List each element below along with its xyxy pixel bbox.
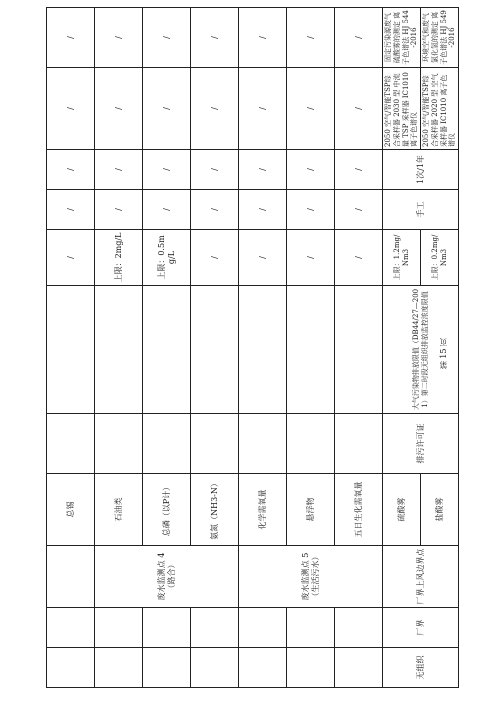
freq-cell: 1次/1年 — [383, 150, 459, 190]
equipment-cell: 2050 空气/智能TSP综合采样器 2020 型 空气采样器 IC1010 离子色谱仪 — [421, 68, 459, 150]
item-cell: 总锡 — [47, 474, 95, 546]
method-type-cell: / — [143, 190, 191, 230]
limit-cell: 上限：0.2mg/Nm3 — [421, 230, 459, 286]
method-type-cell: / — [95, 190, 143, 230]
limit-cell: 上限：0.5mg/L — [143, 230, 191, 286]
freq-cell: / — [287, 150, 335, 190]
category-cell: 无组织 — [383, 648, 459, 688]
monitoring-table — [46, 7, 459, 688]
method-cell: / — [239, 8, 287, 68]
item-cell: 悬浮物 — [287, 474, 335, 546]
method-type-cell: / — [47, 190, 95, 230]
limit-cell: 上限：2mg/L — [95, 230, 143, 286]
item-cell: 氨氮（NH3-N） — [191, 474, 239, 546]
point-cell: 废水监测点 4（路合） — [95, 546, 239, 608]
point-cell: 厂界上风边界点 — [383, 546, 459, 608]
sub-cell: 厂界 — [383, 608, 459, 648]
method-cell: / — [95, 8, 143, 68]
equipment-cell: 2050 空气/智能TSP综合采样器 2030 型 中流量 TSP 采样器 IC1010 离子色谱仪 — [383, 68, 421, 150]
limit-cell: / — [287, 230, 335, 286]
limit-cell: / — [191, 230, 239, 286]
limit-cell: / — [47, 230, 95, 286]
item-cell: 化学需氧量 — [239, 474, 287, 546]
method-cell: / — [287, 8, 335, 68]
method-cell: 环境空气和废气 氯化氢的测定 离子色谱法 HJ 549-2016 — [421, 8, 459, 68]
freq-cell: / — [239, 150, 287, 190]
item-cell: 五日生化需氧量 — [335, 474, 383, 546]
freq-cell: / — [143, 150, 191, 190]
equipment-cell: / — [287, 68, 335, 150]
limit-cell: / — [239, 230, 287, 286]
method-type-cell: / — [191, 190, 239, 230]
method-cell: / — [47, 8, 95, 68]
standard-cell: 大气污染物排放限值（DB44/27—2001）第二时段无组织排放监控浓度限值 — [383, 286, 459, 414]
method-type-cell: / — [239, 190, 287, 230]
item-cell: 硫酸雾 — [383, 474, 421, 546]
method-cell: / — [335, 8, 383, 68]
item-cell: 总磷（以P计） — [143, 474, 191, 546]
freq-cell: / — [335, 150, 383, 190]
equipment-cell: / — [335, 68, 383, 150]
method-cell: / — [191, 8, 239, 68]
page-number: 第 15 页 — [439, 338, 448, 370]
equipment-cell: / — [95, 68, 143, 150]
basis-cell: 排污许可证 — [383, 414, 459, 474]
method-type-cell: 手工 — [383, 190, 459, 230]
table-row — [383, 8, 421, 688]
item-cell: 石油类 — [95, 474, 143, 546]
table-row — [47, 8, 95, 688]
equipment-cell: / — [47, 68, 95, 150]
freq-cell: / — [191, 150, 239, 190]
method-type-cell: / — [287, 190, 335, 230]
item-cell: 盐酸雾 — [421, 474, 459, 546]
method-cell: / — [143, 8, 191, 68]
equipment-cell: / — [239, 68, 287, 150]
freq-cell: / — [47, 150, 95, 190]
equipment-cell: / — [191, 68, 239, 150]
freq-cell: / — [95, 150, 143, 190]
limit-cell: / — [335, 230, 383, 286]
table-row — [95, 8, 143, 688]
method-type-cell: / — [335, 190, 383, 230]
table-row — [239, 8, 287, 688]
method-cell: 固定污染源废气 硫酸雾的测定 离子色谱法 HJ 544-2016 — [383, 8, 421, 68]
equipment-cell: / — [143, 68, 191, 150]
limit-cell: 上限：1.2mg/Nm3 — [383, 230, 421, 286]
point-cell: 废水监测点 5（生活污水） — [239, 546, 383, 608]
